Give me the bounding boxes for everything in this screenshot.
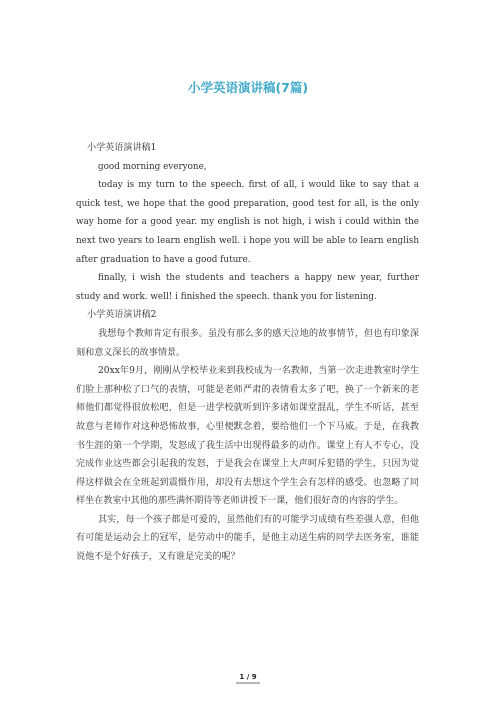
paragraph: 其实，每一个孩子都是可爱的，虽然他们有的可能学习成绩有些差强人意，但他有可能是运动会上的冠军，是劳动中的能手，是他主动送生病的同学去医务室，谁能说他不是个好孩子，又有谁是完美的呢？	[76, 514, 419, 563]
document-title: 小学英语演讲稿(7篇)	[187, 80, 309, 95]
section-heading: 小学英语演讲稿2	[87, 310, 157, 321]
paragraph: today is my turn to the speech. first of all, i would like to say that a quick test, we hope that the good preparation, good test for all, is the only way home for a good year. my english is not high, i wish i could within the next two years to learn english well. i hope you will be able to learn english after graduation to have a good future.	[76, 180, 419, 265]
paragraph: good morning everyone,	[98, 161, 207, 172]
footer-divider	[236, 682, 260, 684]
section-heading: 小学英语演讲稿1	[87, 143, 157, 153]
paragraph: 我想每个教师肯定有很多。虽没有那么多的感天泣地的故事情节，但也有印象深刻和意义深长的故事情景。	[76, 328, 419, 358]
paragraph: 20xx年9月，刚刚从学校毕业来到我校成为一名教师，当第一次走进教室时学生们脸上那种松了口气的表情，可能是老师严肃的表情看太多了吧，换了一个新来的老师他们都觉得很放松吧，但是一进学校就听到许多诸如课堂混乱，学生不听话，甚至故意与老师作对这种恐怖故事，心里便默念着，要给他们一个下马威。于是，在我教书生涯的第一个学期，发怒成了我生活中出现得最多的动作。课堂上有人不专心，没完成作业这些都会引起我的发怒，于是我会在课堂上大声呵斥犯错的学生，只因为觉得这样做会在全班起到震慑作用，却没有去想这个学生会有怎样的感受。也忽略了同样坐在教室中其他的那些满怀期待等老师讲授下一课，他们很好奇的内容的学生。	[76, 366, 419, 507]
document-body	[76, 139, 419, 567]
paragraph: finally, i wish the students and teachers a happy new year, further study and work. well! i finished the speech. thank you for listening.	[76, 273, 419, 302]
page-number: 1 / 9	[239, 673, 257, 681]
